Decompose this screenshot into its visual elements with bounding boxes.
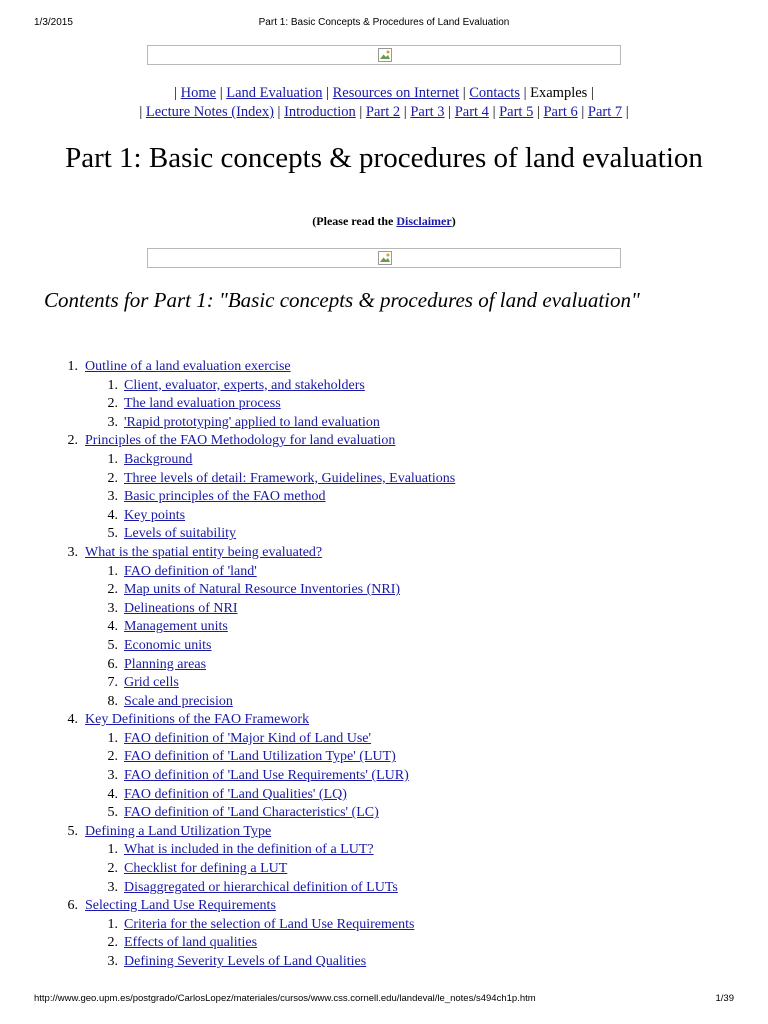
toc-subsection [0,563,768,582]
toc-section-link[interactable]: What is the spatial entity being evaluated? [85,544,323,560]
toc-section-number: 6. [67,898,78,914]
toc-section-number: 4. [67,712,78,728]
toc-subsection [0,581,768,600]
toc-subsection-link[interactable]: Planning areas [124,656,207,672]
toc-subsection-number: 1. [107,842,118,858]
toc-subsection-number: 2. [107,470,118,486]
toc-subsection-number: 8. [107,693,118,709]
toc-subsection [0,637,768,656]
toc-subsection [0,879,768,898]
nav-link-part-7[interactable]: Part 7 [587,104,623,120]
toc-subsection-link[interactable]: Levels of suitability [124,526,236,542]
toc-section [0,711,768,730]
toc-section-link[interactable]: Outline of a land evaluation exercise [85,359,291,374]
nav-link-part-2[interactable]: Part 2 [365,104,401,120]
toc-subsection-number: 3. [107,600,118,616]
toc-subsection [0,841,768,860]
toc-subsection-link[interactable]: Key points [124,507,186,523]
toc-subsection-number: 5. [107,526,118,542]
contents-heading: Contents for Part 1: "Basic concepts & procedures of land evaluation" [44,288,640,312]
toc-section-link[interactable]: Principles of the FAO Methodology for land evaluation [85,433,396,449]
toc-section-number: 3. [67,544,78,560]
disclaimer-suffix: ) [451,214,456,228]
toc-subsection [0,488,768,507]
toc-subsection-number: 2. [107,861,118,877]
toc-section [0,544,768,563]
toc-subsection [0,767,768,786]
toc-subsection-link[interactable]: The land evaluation process [124,396,281,412]
toc-subsection [0,451,768,470]
toc-subsection-number: 1. [107,377,118,393]
toc-subsection-number: 5. [107,637,118,653]
toc-subsection-number: 2. [107,935,118,951]
banner-image-top [147,45,621,65]
toc-subsection [0,953,768,972]
toc-subsection-number: 2. [107,749,118,765]
nav-top: | Home | Land Evaluation | Resources on Internet | Contacts | Examples | [174,85,594,101]
toc-subsection-number: 2. [107,582,118,598]
toc-subsection [0,377,768,396]
toc-subsection-link[interactable]: Grid cells [124,675,179,691]
nav-parts: | Lecture Notes (Index) | Introduction | Part 2 | Part 3 | Part 4 | Part 5 | Part 6 | Part 7 | [139,104,629,120]
nav-link-home[interactable]: Home [180,85,217,101]
nav-link-lecture-notes-index[interactable]: Lecture Notes (Index) [145,104,274,120]
toc-section [0,432,768,451]
page-title: Part 1: Basic concepts & procedures of land evaluation [65,142,703,174]
toc-subsection [0,674,768,693]
toc-section [0,897,768,916]
toc-subsection-link[interactable]: Scale and precision [124,693,233,709]
toc-subsection-number: 3. [107,489,118,505]
toc-subsection-number: 4. [107,619,118,635]
toc-section-number: 5. [67,823,78,839]
toc-subsection-link[interactable]: FAO definition of 'Major Kind of Land Use' [124,730,372,746]
toc-subsection-link[interactable]: FAO definition of 'Land Characteristics' (LC) [124,805,379,821]
toc-subsection [0,748,768,767]
toc-subsection [0,656,768,675]
toc-subsection-link[interactable]: Three levels of detail: Framework, Guidelines, Evaluations [124,470,456,486]
toc-subsection-link[interactable]: FAO definition of 'Land Qualities' (LQ) [124,786,347,802]
toc-subsection-link[interactable]: Effects of land qualities [124,935,258,951]
toc-subsection-number: 1. [107,563,118,579]
print-date: 1/3/2015 [34,17,73,28]
toc-subsection-number: 3. [107,879,118,895]
toc-subsection [0,395,768,414]
toc-subsection [0,525,768,544]
toc-subsection-link[interactable]: Economic units [124,637,212,653]
toc-subsection [0,470,768,489]
toc-subsection-number: 1. [107,730,118,746]
toc-subsection-link[interactable]: FAO definition of 'Land Utilization Type' (LUT) [124,749,396,765]
toc-subsection-link[interactable]: Checklist for defining a LUT [124,861,288,877]
toc-subsection-number: 4. [107,786,118,802]
disclaimer-note [0,214,768,229]
nav-link-part-5[interactable]: Part 5 [499,104,534,120]
toc-subsection-link[interactable]: Disaggregated or hierarchical definition of LUTs [124,879,398,895]
toc-subsection-link[interactable]: FAO definition of 'land' [124,563,257,579]
toc-subsection-number: 4. [107,507,118,523]
toc-subsection-number: 1. [107,916,118,932]
nav-link-part-6[interactable]: Part 6 [543,104,578,120]
toc-subsection-number: 2. [107,396,118,412]
broken-image-icon [378,48,392,62]
toc-subsection-link[interactable]: 'Rapid prototyping' applied to land evaluation [124,414,380,430]
toc-section [0,358,768,377]
disclaimer-link[interactable]: Disclaimer [396,214,452,228]
toc-subsection-link[interactable]: FAO definition of 'Land Use Requirements' (LUR) [124,768,409,784]
toc-subsection [0,507,768,526]
toc-subsection-link[interactable]: Client, evaluator, experts, and stakeholders [124,377,365,393]
toc-section-number: 1. [67,359,78,374]
toc-subsection-link[interactable]: Background [124,451,193,467]
nav-link-resources-on-internet[interactable]: Resources on Internet [332,85,460,101]
nav-link-contacts[interactable]: Contacts [469,85,520,101]
toc-subsection-link[interactable]: Delineations of NRI [124,600,238,616]
print-title: Part 1: Basic Concepts & Procedures of Land Evaluation [258,17,510,28]
toc-subsection [0,693,768,712]
toc-subsection-number: 3. [107,414,118,430]
toc-subsection [0,600,768,619]
toc-subsection [0,730,768,749]
toc-subsection-number: 6. [107,656,118,672]
nav-link-examples: Examples [530,85,588,101]
toc-section [0,823,768,842]
banner-image-middle [147,248,621,268]
toc-subsection-number: 5. [107,805,118,821]
toc-subsection [0,414,768,433]
nav-link-land-evaluation[interactable]: Land Evaluation [226,85,323,101]
toc-subsection [0,786,768,805]
broken-image-icon [378,251,392,265]
disclaimer-prefix: (Please read the [312,214,397,228]
toc-section-link[interactable]: Defining a Land Utilization Type [85,823,272,839]
toc-subsection [0,916,768,935]
nav-link-part-3[interactable]: Part 3 [410,104,445,120]
nav-link-introduction[interactable]: Introduction [284,104,356,120]
toc-section-link[interactable]: Key Definitions of the FAO Framework [85,712,310,728]
toc-subsection-number: 3. [107,768,118,784]
nav-link-part-4[interactable]: Part 4 [454,104,489,120]
toc-section-number: 2. [67,433,78,449]
toc-subsection-number: 7. [107,675,118,691]
toc-subsection-link[interactable]: Criteria for the selection of Land Use Requirements [124,916,415,932]
toc-subsection [0,804,768,823]
toc-subsection-link[interactable]: Management units [124,619,228,635]
toc-subsection-link[interactable]: Defining Severity Levels of Land Qualities [124,954,367,969]
print-page-number: 1/39 [715,993,734,1004]
toc-subsection-link[interactable]: Map units of Natural Resource Inventories (NRI) [124,582,401,598]
toc-subsection [0,934,768,953]
toc-subsection-link[interactable]: What is included in the definition of a LUT? [124,842,374,858]
toc-subsection-number: 3. [107,954,118,969]
toc-section-link[interactable]: Selecting Land Use Requirements [85,898,276,914]
toc-subsection [0,860,768,879]
toc-subsection-link[interactable]: Basic principles of the FAO method [124,489,326,505]
print-url: http://www.geo.upm.es/postgrado/CarlosLopez/materiales/cursos/www.css.cornell.edu/landeval/le_notes/s494ch1p.htm [34,993,536,1004]
toc-subsection [0,618,768,637]
toc-subsection-number: 1. [107,451,118,467]
table-of-contents [0,358,768,972]
